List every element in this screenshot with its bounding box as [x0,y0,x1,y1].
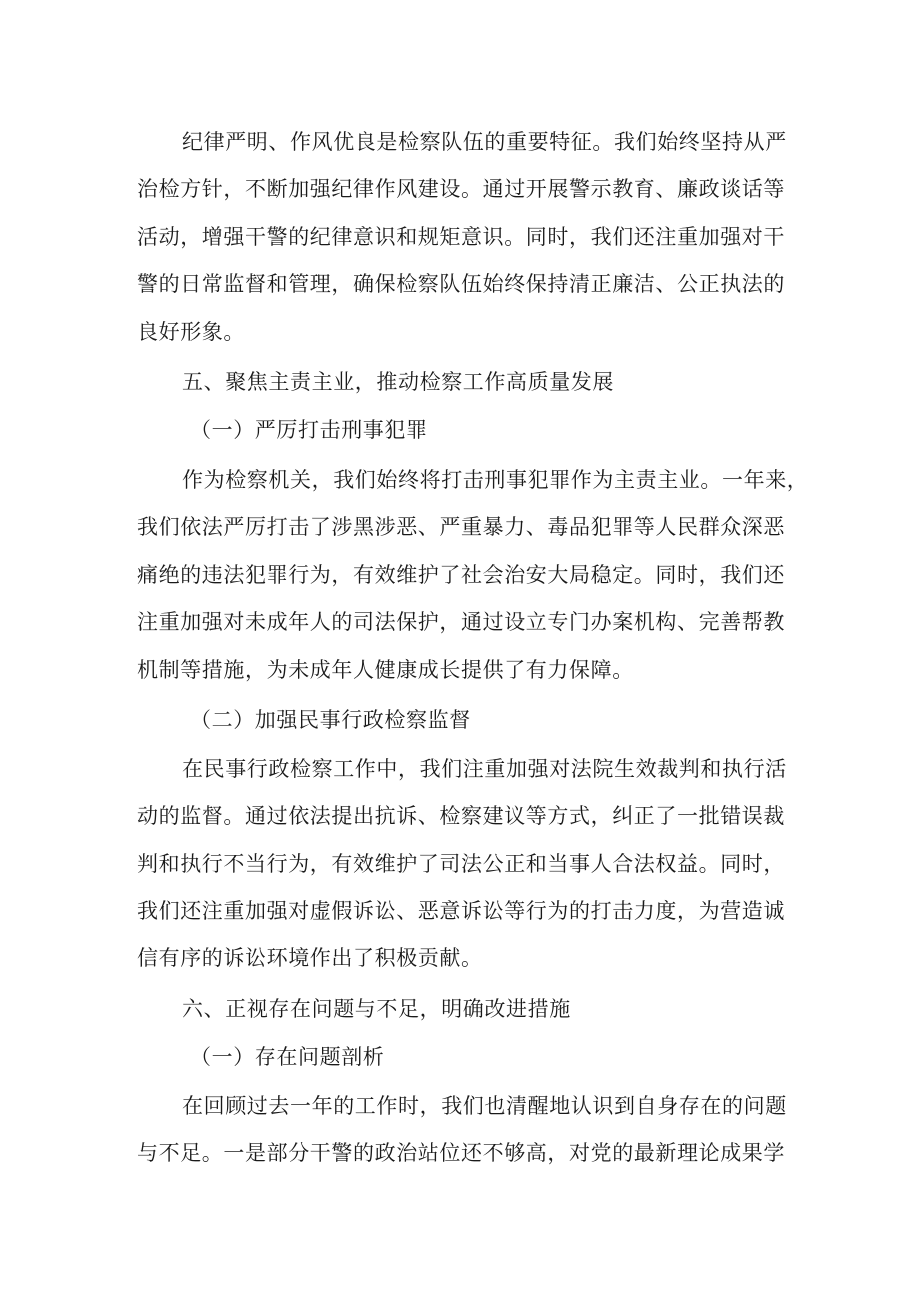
paragraph-discipline-line-5: 良好形象。 [137,320,245,344]
paragraph-problems-line-2: 与不足。一是部分干警的政治站位还不够高，对党的最新理论成果学 [137,1141,785,1165]
paragraph-criminal-line-5: 机制等措施，为未成年人健康成长提供了有力保障。 [137,658,634,682]
paragraph-civil-line-1: 在民事行政检察工作中，我们注重加强对法院生效裁判和执行活 [182,757,787,781]
paragraph-criminal-line-2: 我们依法严厉打击了涉黑涉恶、严重暴力、毒品犯罪等人民群众深恶 [137,515,785,539]
paragraph-criminal-line-4: 注重加强对未成年人的司法保护，通过设立专门办案机构、完善帮教 [137,610,785,634]
paragraph-discipline-line-4: 警的日常监督和管理，确保检察队伍始终保持清正廉洁、公正执法的 [137,272,785,296]
paragraph-discipline-line-3: 活动，增强干警的纪律意识和规矩意识。同时，我们还注重加强对干 [137,225,785,249]
paragraph-civil-line-2: 动的监督。通过依法提出抗诉、检察建议等方式，纠正了一批错误裁 [137,804,785,828]
paragraph-discipline-line-2: 治检方针，不断加强纪律作风建设。通过开展警示教育、廉政谈话等 [137,177,785,201]
section-heading-six: 六、正视存在问题与不足，明确改进措施 [182,997,571,1021]
paragraph-discipline-line-1: 纪律严明、作风优良是检察队伍的重要特征。我们始终坚持从严 [182,130,787,154]
paragraph-problems-line-1: 在回顾过去一年的工作时，我们也清醒地认识到自身存在的问题 [182,1094,787,1118]
paragraph-criminal-line-3: 痛绝的违法犯罪行为，有效维护了社会治安大局稳定。同时，我们还 [137,563,785,587]
paragraph-civil-line-4: 我们还注重加强对虚假诉讼、恶意诉讼等行为的打击力度，为营造诚 [137,899,785,923]
paragraph-civil-line-5: 信有序的诉讼环境作出了积极贡献。 [137,946,483,970]
paragraph-civil-line-3: 判和执行不当行为，有效维护了司法公正和当事人合法权益。同时， [137,852,785,876]
section-heading-five: 五、聚焦主责主业，推动检察工作高质量发展 [182,370,614,394]
subsection-heading-criminal: （一）严厉打击刑事犯罪 [190,418,428,442]
subsection-heading-civil: （二）加强民事行政检察监督 [190,708,471,732]
paragraph-criminal-line-1: 作为检察机关，我们始终将打击刑事犯罪作为主责主业。一年来， [182,468,809,492]
subsection-heading-problems: （一）存在问题剖析 [190,1045,385,1069]
